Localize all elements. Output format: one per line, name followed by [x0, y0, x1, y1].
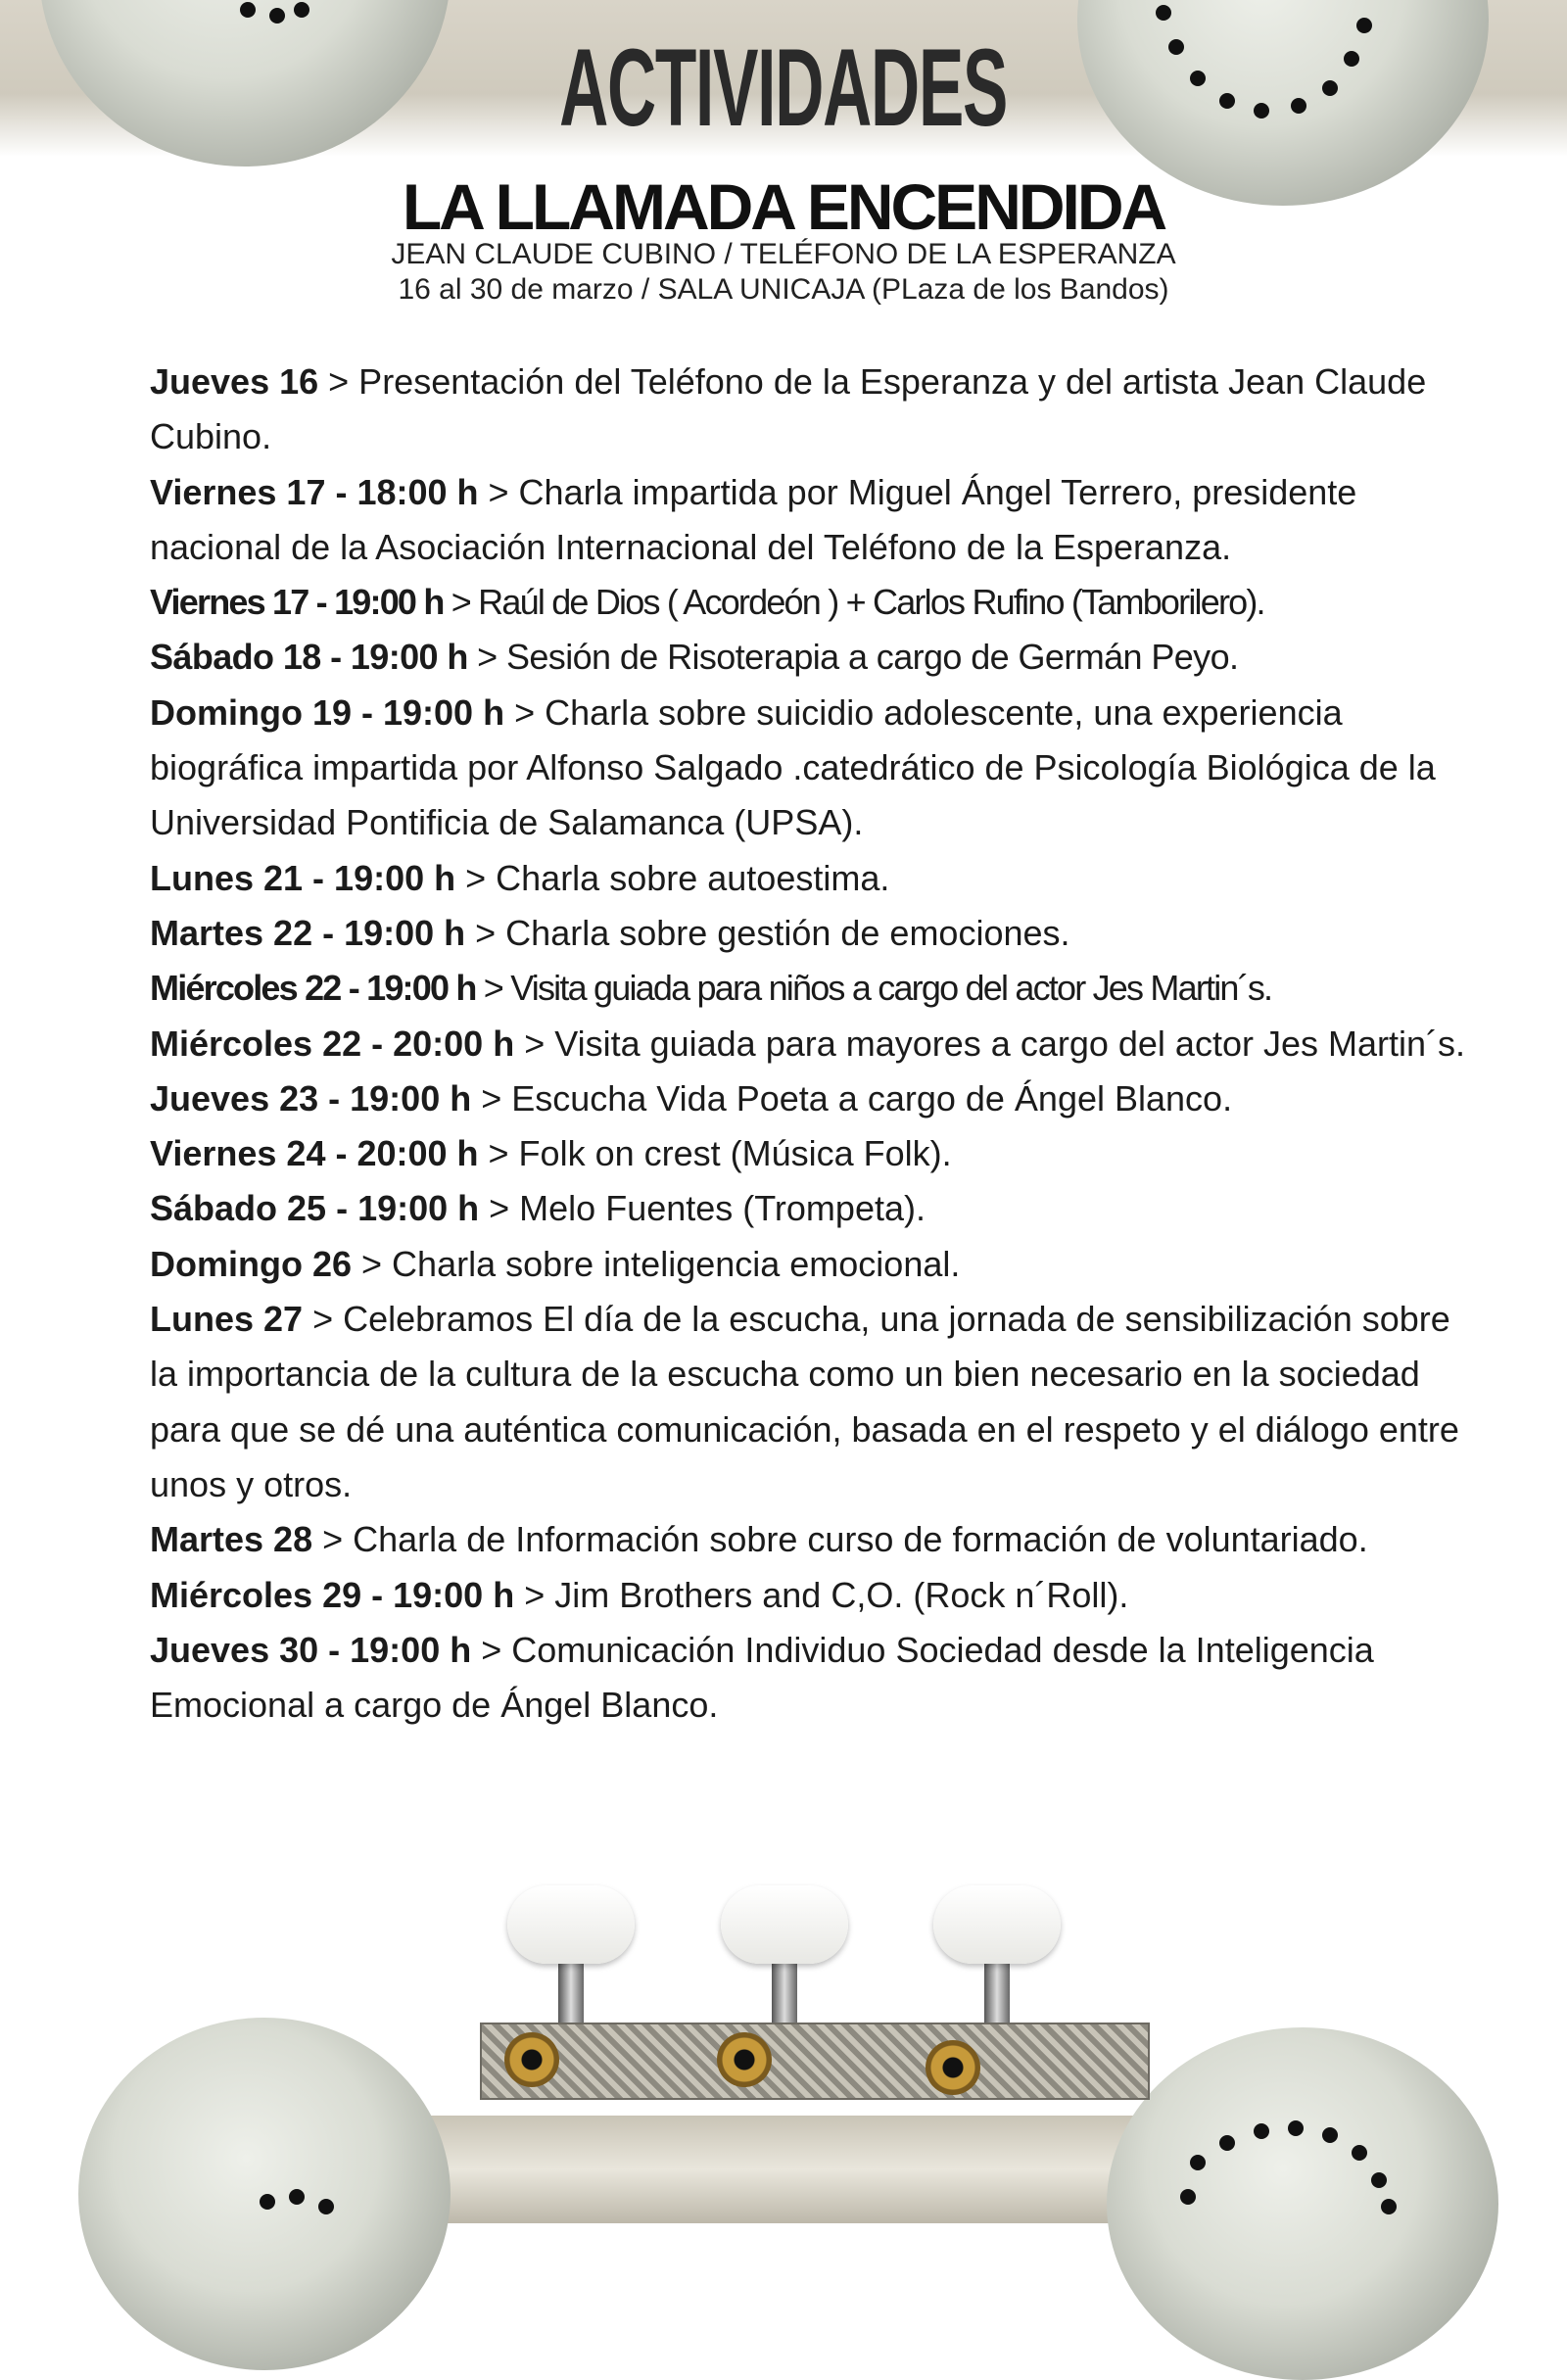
- title-text: ACTIVIDADES: [559, 26, 1008, 149]
- list-item: [150, 1126, 1467, 1181]
- list-item: [150, 1237, 1467, 1292]
- entry-text: > Presentación del Teléfono de la Esperanza y del artista Jean Claude Cubino.: [150, 361, 1427, 457]
- list-item: [150, 1292, 1467, 1512]
- list-item: [150, 1568, 1467, 1623]
- list-item: [150, 575, 1467, 630]
- entry-date: Martes 28: [150, 1519, 313, 1560]
- entry-text: > Comunicación Individuo Sociedad desde la Inteligencia Emocional a cargo de Ángel Blanco.: [150, 1629, 1374, 1726]
- entry-text: > Folk on crest (Música Folk).: [478, 1133, 952, 1174]
- entry-date: Jueves 23 - 19:00 h: [150, 1077, 472, 1119]
- entry-date: Martes 22 - 19:00 h: [150, 912, 466, 953]
- page-title: [0, 26, 1567, 149]
- entry-text: > Charla sobre gestión de emociones.: [465, 912, 1070, 953]
- entry-text: > Charla sobre inteligencia emocional.: [352, 1243, 961, 1284]
- entry-date: Sábado 25 - 19:00 h: [150, 1188, 480, 1229]
- list-item: [150, 851, 1467, 906]
- entry-text: > Melo Fuentes (Trompeta).: [479, 1188, 926, 1229]
- entry-date: Sábado 18 - 19:00 h: [150, 637, 468, 678]
- entry-date: Viernes 17 - 19:00 h: [150, 582, 444, 623]
- entry-date: Domingo 26: [150, 1243, 353, 1284]
- list-item: [150, 906, 1467, 961]
- list-item: [150, 355, 1467, 465]
- entry-date: Lunes 21 - 19:00 h: [150, 857, 456, 898]
- entry-text: > Raúl de Dios ( Acordeón ) + Carlos Rufino (Tamborilero).: [443, 582, 1264, 623]
- activity-list: [150, 355, 1467, 1733]
- entry-text: > Charla sobre suicidio adolescente, una experiencia biográfica impartida por Alfonso Salgado .catedrático de Psicología Biológica de la Universidad Pontificia de Salamanca (UPSA).: [150, 691, 1436, 843]
- list-item: [150, 1017, 1467, 1071]
- entry-date: Miércoles 29 - 19:00 h: [150, 1574, 515, 1615]
- entry-date: Jueves 16: [150, 361, 319, 402]
- entry-text: > Charla sobre autoestima.: [455, 857, 890, 898]
- telephone-mouthpiece-bottom-right-icon: [1107, 2027, 1498, 2380]
- list-item: [150, 630, 1467, 685]
- list-item: [150, 961, 1467, 1016]
- event-dates-venue: 16 al 30 de marzo / SALA UNICAJA (PLaza de los Bandos): [398, 273, 1169, 306]
- entry-text: > Charla de Información sobre curso de formación de voluntariado.: [312, 1519, 1368, 1560]
- entry-text: > Jim Brothers and C,O. (Rock n´Roll).: [514, 1574, 1129, 1615]
- entry-text: > Escucha Vida Poeta a cargo de Ángel Blanco.: [471, 1077, 1233, 1119]
- entry-text: > Visita guiada para niños a cargo del actor Jes Martin´s.: [475, 968, 1272, 1009]
- entry-date: Domingo 19 - 19:00 h: [150, 691, 505, 733]
- entry-date: Viernes 24 - 20:00 h: [150, 1133, 479, 1174]
- list-item: [150, 1512, 1467, 1567]
- event-organizers: JEAN CLAUDE CUBINO / TELÉFONO DE LA ESPERANZA: [391, 238, 1176, 270]
- list-item: [150, 1181, 1467, 1236]
- event-title: LA LLAMADA ENCENDIDA: [402, 170, 1165, 243]
- entry-date: Miércoles 22 - 19:00 h: [150, 968, 476, 1009]
- list-item: [150, 686, 1467, 851]
- list-item: [150, 1071, 1467, 1126]
- entry-date: Jueves 30 - 19:00 h: [150, 1629, 472, 1670]
- list-item: [150, 1623, 1467, 1734]
- entry-text: > Visita guiada para mayores a cargo del actor Jes Martin´s.: [514, 1023, 1465, 1064]
- entry-date: Viernes 17 - 18:00 h: [150, 471, 479, 512]
- entry-date: Miércoles 22 - 20:00 h: [150, 1023, 515, 1064]
- list-item: [150, 465, 1467, 576]
- entry-date: Lunes 27: [150, 1299, 304, 1340]
- entry-text: > Charla impartida por Miguel Ángel Terrero, presidente nacional de la Asociación Internacional del Teléfono de la Esperanza.: [150, 471, 1357, 567]
- entry-text: > Sesión de Risoterapia a cargo de Germán Peyo.: [467, 637, 1239, 678]
- entry-text: > Celebramos El día de la escucha, una jornada de sensibilización sobre la importancia de la cultura de la escucha como un bien necesario en la sociedad para que se dé una auténtica comunicación, basada en el respeto y el diálogo entre unos y otros.: [150, 1299, 1459, 1504]
